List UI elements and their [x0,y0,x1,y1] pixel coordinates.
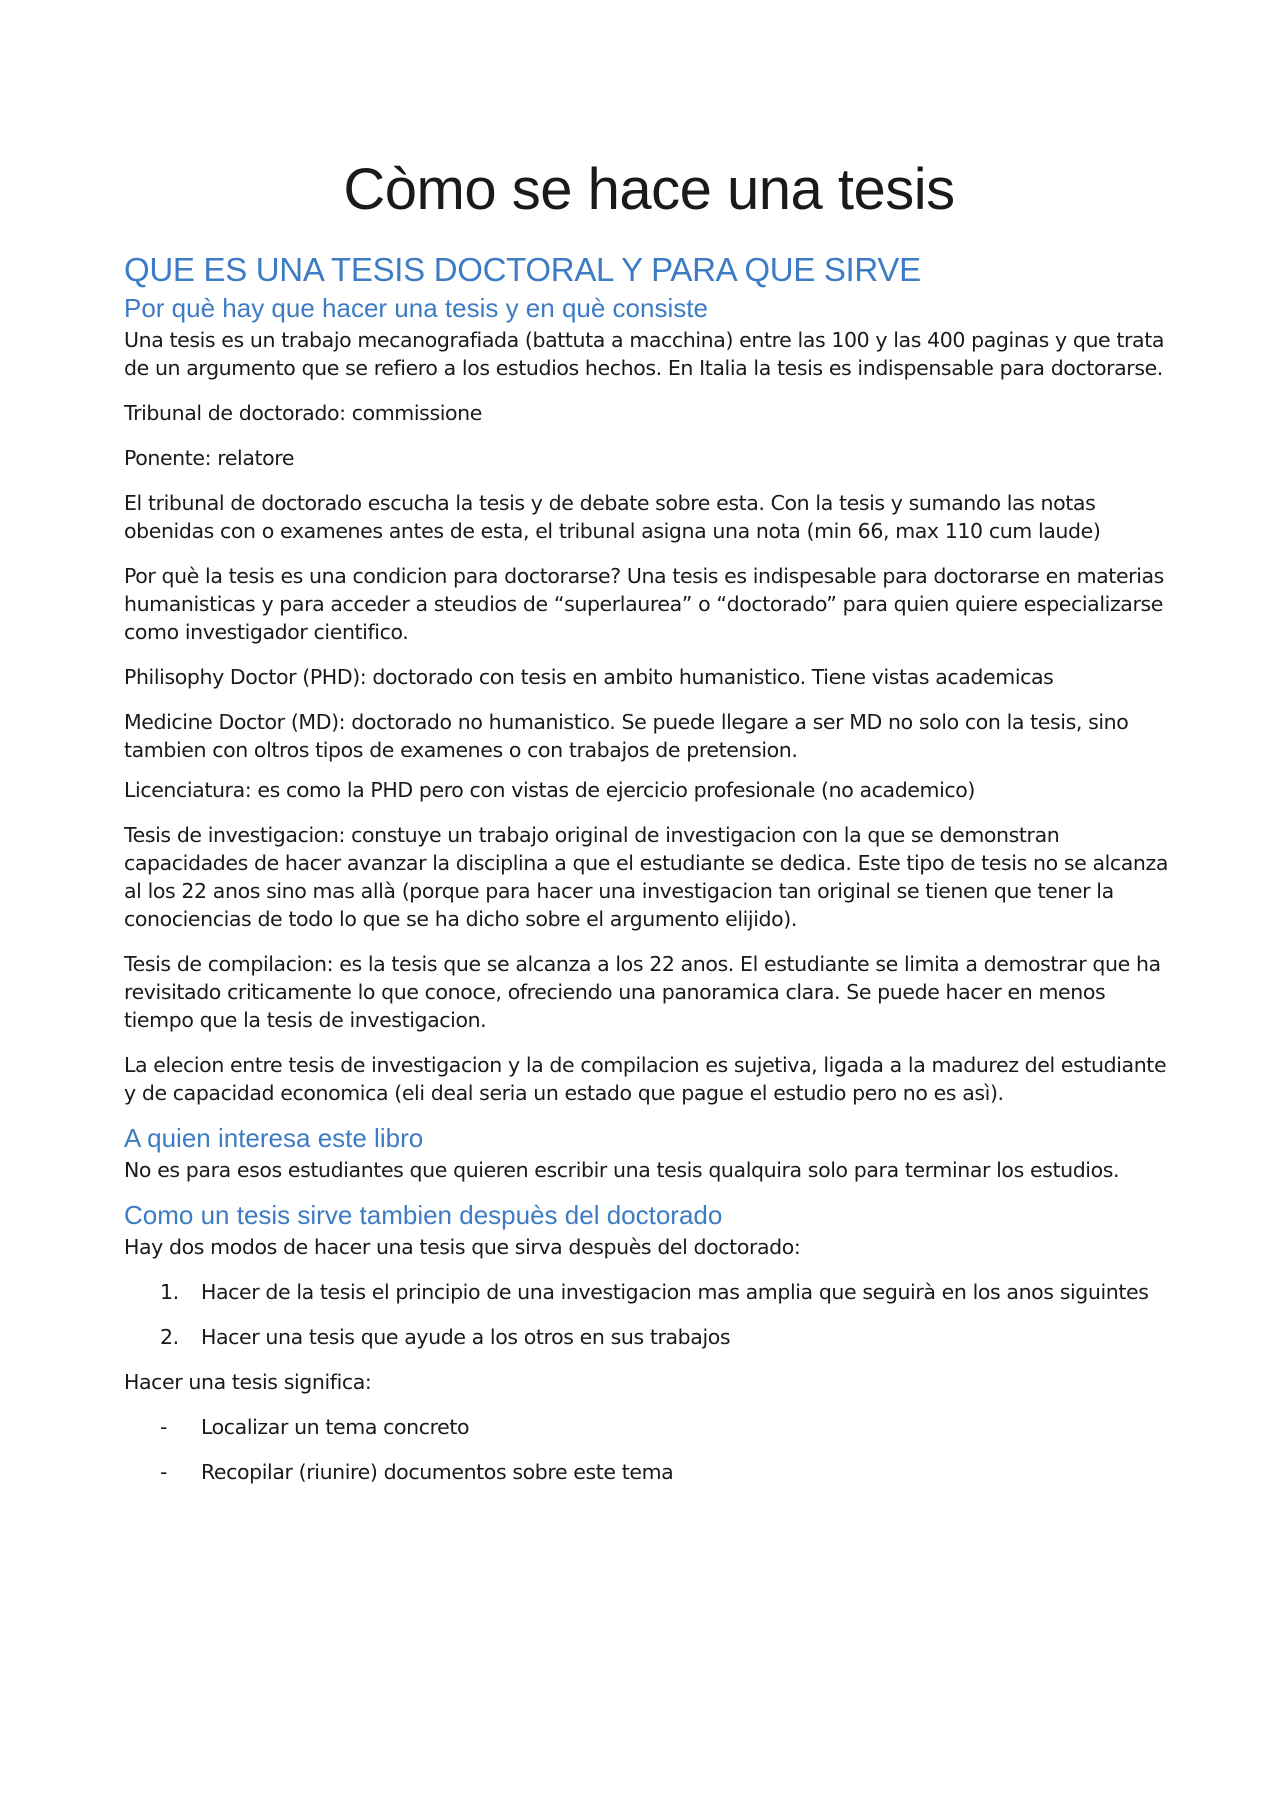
paragraph: Tesis de compilacion: es la tesis que se alcanza a los 22 anos. El estudiante se limita a demostrar que ha revisitado criticamente lo que conoce, ofreciendo una panoramica clara. Se puede hacer en menos tiempo que la tesis de investigacion. [124,951,1161,1032]
list-item [124,1278,1174,1306]
dash-list [124,1413,1174,1486]
section-heading: QUE ES UNA TESIS DOCTORAL Y PARA QUE SIRVE [124,250,921,288]
subsection-heading-a-quien: A quien interesa este libro [124,1122,424,1153]
paragraph: El tribunal de doctorado escucha la tesis y de debate sobre esta. Con la tesis y sumando las notas obenidas con o examenes antes de esta, el tribunal asigna una nota (min 66, max 110 cum laude) [124,490,1101,543]
paragraph: Por què la tesis es una condicion para doctorarse? Una tesis es indispesable para doctorarse en materias humanisticas y para acceder a steudios de “superlaurea” o “doctorado” para quien quiere especializarse como investigador cientifico. [124,563,1164,644]
paragraph: Medicine Doctor (MD): doctorado no humanistico. Se puede llegare a ser MD no solo con la tesis, sino tambien con oltros tipos de examenes o con trabajos de pretension. [124,709,1129,762]
list-marker: 1. [160,1279,179,1304]
list-item-text: Localizar un tema concreto [201,1414,470,1439]
document-title: Còmo se hace una tesis [343,157,955,222]
document-content [124,158,1174,1503]
paragraph: Philisophy Doctor (PHD): doctorado con tesis en ambito humanistico. Tiene vistas academicas [124,664,1054,689]
paragraph: Hay dos modos de hacer una tesis que sirva despuès del doctorado: [124,1234,801,1259]
paragraph: Tesis de investigacion: constuye un trabajo original de investigacion con la que se demonstran capacidades de hacer avanzar la disciplina a que el estudiante se dedica. Este tipo de tesis no se alcanza al los 22 anos sino mas allà (porque para hacer una investigacion tan original se tienen que tener la conociencias de todo lo que se ha dicho sobre el argumento elijido). [124,822,1169,931]
paragraph: Licenciatura: es como la PHD pero con vistas de ejercicio profesionale (no academico) [124,777,975,802]
paragraph: Hacer una tesis significa: [124,1369,372,1394]
numbered-list [124,1278,1174,1351]
list-marker: 2. [160,1324,179,1349]
subsection-heading-porque: Por què hay que hacer una tesis y en què consiste [124,293,708,324]
list-marker: - [160,1459,167,1484]
list-item [124,1323,1174,1351]
paragraph: Una tesis es un trabajo mecanografiada (battuta a macchina) entre las 100 y las 400 paginas y que trata de un argumento que se refiero a los estudios hechos. En Italia la tesis es indispensable para doctorarse. [124,327,1164,380]
list-item [124,1413,1174,1441]
list-item-text: Hacer una tesis que ayude a los otros en sus trabajos [201,1324,731,1349]
subsection-heading-como-sirve: Como un tesis sirve tambien despuès del doctorado [124,1199,723,1230]
list-item-text: Hacer de la tesis el principio de una investigacion mas amplia que seguirà en los anos siguintes [201,1279,1149,1304]
paragraph: No es para esos estudiantes que quieren escribir una tesis qualquira solo para terminar los estudios. [124,1157,1120,1182]
paragraph: Tribunal de doctorado: commissione [124,400,482,425]
list-item-text: Recopilar (riunire) documentos sobre este tema [201,1459,674,1484]
list-item [124,1458,1174,1486]
paragraph: La elecion entre tesis de investigacion y la de compilacion es sujetiva, ligada a la madurez del estudiante y de capacidad economica (eli deal seria un estado que pague el estudio pero no es asì). [124,1052,1167,1105]
paragraph: Ponente: relatore [124,445,295,470]
list-marker: - [160,1414,167,1439]
